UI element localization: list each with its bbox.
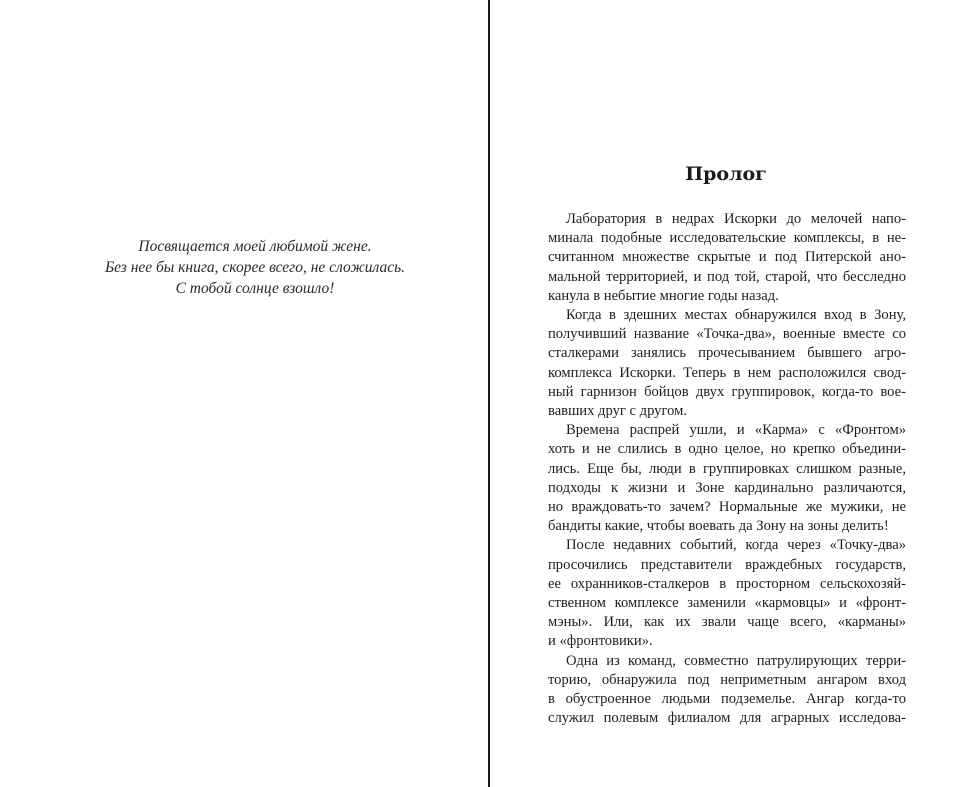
text-line: хоть и не слились в одно целое, но крепко объедини-: [548, 441, 906, 458]
dedication: [40, 236, 470, 299]
text-line: в обустроенное людьми подземелье. Ангар когда-то: [548, 691, 906, 708]
text-line: Когда в здешних местах обнаружился вход в Зону,: [566, 307, 906, 324]
text-line: сталкерами занялись прочесыванием бывшего агро-: [548, 345, 906, 362]
chapter-text: [548, 210, 906, 728]
text-line: подходы к жизни и Зоне кардинально различаются,: [548, 479, 906, 496]
text-line: торию, обнаружила под неприметным ангаром вход: [548, 671, 906, 688]
text-line: После недавних событий, когда через «Точку-два»: [566, 537, 906, 554]
text-line: комплекса Искорки. Теперь в нем расположился свод-: [548, 364, 906, 381]
page-divider: [488, 0, 490, 787]
chapter-title: Пролог: [685, 163, 767, 185]
text-line: просочились представители враждебных государств,: [548, 556, 906, 573]
text-line: мэны». Или, как их звали чаще всего, «карманы»: [548, 614, 906, 631]
dedication-line: С тобой солнце взошло!: [175, 280, 335, 297]
text-line: Времена распрей ушли, и «Карма» с «Фронтом»: [566, 422, 906, 439]
text-line: но враждовать-то зачем? Нормальные же мужики, не: [548, 499, 906, 516]
text-line: бандиты какие, чтобы воевать да Зону на зоны делить!: [548, 518, 889, 535]
text-line: минала подобные исследовательские комплексы, в не-: [548, 230, 906, 247]
text-line: вавших друг с другом.: [548, 403, 687, 420]
text-line: служил полевым филиалом для аграрных исследова-: [548, 710, 906, 727]
text-line: лись. Еще бы, люди в группировках слишком разные,: [548, 460, 906, 477]
dedication-line: Посвящается моей любимой жене.: [138, 238, 372, 255]
dedication-line: Без нее бы книга, скорее всего, не сложилась.: [104, 259, 406, 276]
left-page: [0, 0, 488, 787]
text-line: ственном комплексе заменили «кармовцы» и «фронт-: [548, 595, 906, 612]
text-line: считанном множестве скрытые и под Питерской ано-: [548, 249, 906, 266]
text-line: ный гарнизон бойцов двух группировок, когда-то вое-: [548, 383, 906, 400]
text-line: мальной территорией, и под той, старой, что бесследно: [548, 268, 906, 285]
text-line: и «фронтовики».: [548, 633, 653, 650]
text-line: получивший название «Точка-два», военные вместе со: [548, 326, 906, 343]
text-line: Лаборатория в недрах Искорки до мелочей напо-: [566, 211, 906, 227]
text-line: Одна из команд, совместно патрулирующих терри-: [566, 652, 906, 669]
text-line: ее охранников-сталкеров в просторном сельскохозяй-: [548, 575, 906, 592]
right-page: [491, 0, 980, 787]
text-line: канула в небытие многие годы назад.: [548, 287, 779, 304]
